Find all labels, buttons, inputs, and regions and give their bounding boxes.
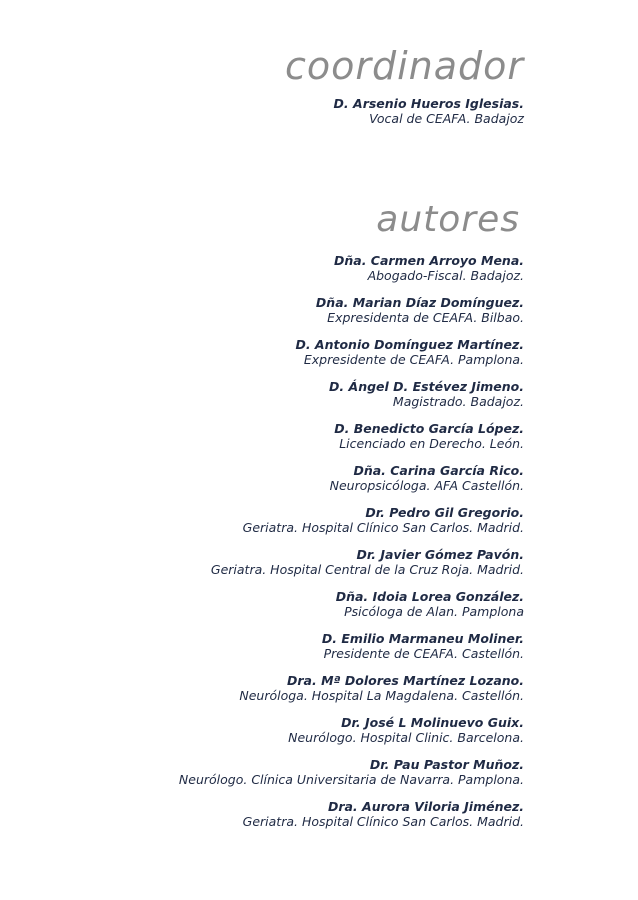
author-entry	[179, 799, 524, 841]
author-role: Expresidente de CEAFA. Pamplona.	[303, 352, 524, 367]
author-name: D. Ángel D. Estévez Jimeno.	[329, 379, 524, 394]
author-entry	[179, 421, 524, 463]
author-entry	[179, 589, 524, 631]
author-name: Dña. Idoia Lorea González.	[335, 589, 524, 604]
authors-list	[179, 253, 524, 841]
author-name: Dña. Carina García Rico.	[353, 463, 524, 478]
author-role: Expresidenta de CEAFA. Bilbao.	[327, 310, 524, 325]
author-entry	[179, 547, 524, 589]
author-entry	[179, 757, 524, 799]
author-role: Geriatra. Hospital Central de la Cruz Roja. Madrid.	[210, 562, 524, 577]
author-entry	[179, 715, 524, 757]
author-role: Neuropsicóloga. AFA Castellón.	[329, 478, 524, 493]
coordinator-name: D. Arsenio Hueros Iglesias.	[333, 96, 524, 111]
author-role: Geriatra. Hospital Clínico San Carlos. Madrid.	[242, 814, 524, 829]
author-name: D. Emilio Marmaneu Moliner.	[321, 631, 524, 646]
author-name: D. Benedicto García López.	[334, 421, 524, 436]
author-name: Dr. Pedro Gil Gregorio.	[365, 505, 524, 520]
author-role: Abogado-Fiscal. Badajoz.	[367, 268, 524, 283]
authors-heading: autores	[376, 199, 520, 240]
author-entry	[179, 505, 524, 547]
coordinator-entry	[334, 96, 524, 127]
author-role: Psicóloga de Alan. Pamplona	[344, 604, 524, 619]
author-role: Neuróloga. Hospital La Magdalena. Castellón.	[239, 688, 524, 703]
author-role: Geriatra. Hospital Clínico San Carlos. Madrid.	[242, 520, 524, 535]
author-role: Neurólogo. Clínica Universitaria de Navarra. Pamplona.	[178, 772, 524, 787]
author-entry	[179, 337, 524, 379]
author-entry	[179, 379, 524, 421]
author-name: Dr. Pau Pastor Muñoz.	[369, 757, 524, 772]
author-entry	[179, 253, 524, 295]
author-role: Presidente de CEAFA. Castellón.	[323, 646, 524, 661]
coordinator-heading: coordinador	[284, 44, 524, 88]
author-name: Dr. José L Molinuevo Guix.	[341, 715, 524, 730]
author-role: Licenciado en Derecho. León.	[339, 436, 524, 451]
author-name: D. Antonio Domínguez Martínez.	[295, 337, 524, 352]
coordinator-role: Vocal de CEAFA. Badajoz	[369, 111, 524, 126]
author-role: Neurólogo. Hospital Clinic. Barcelona.	[288, 730, 524, 745]
author-entry	[179, 631, 524, 673]
author-entry	[179, 463, 524, 505]
author-name: Dra. Mª Dolores Martínez Lozano.	[287, 673, 524, 688]
author-role: Magistrado. Badajoz.	[392, 394, 524, 409]
author-name: Dña. Carmen Arroyo Mena.	[333, 253, 524, 268]
author-entry	[179, 673, 524, 715]
author-name: Dña. Marian Díaz Domínguez.	[315, 295, 524, 310]
author-name: Dra. Aurora Viloria Jiménez.	[327, 799, 524, 814]
author-name: Dr. Javier Gómez Pavón.	[356, 547, 524, 562]
author-entry	[179, 295, 524, 337]
